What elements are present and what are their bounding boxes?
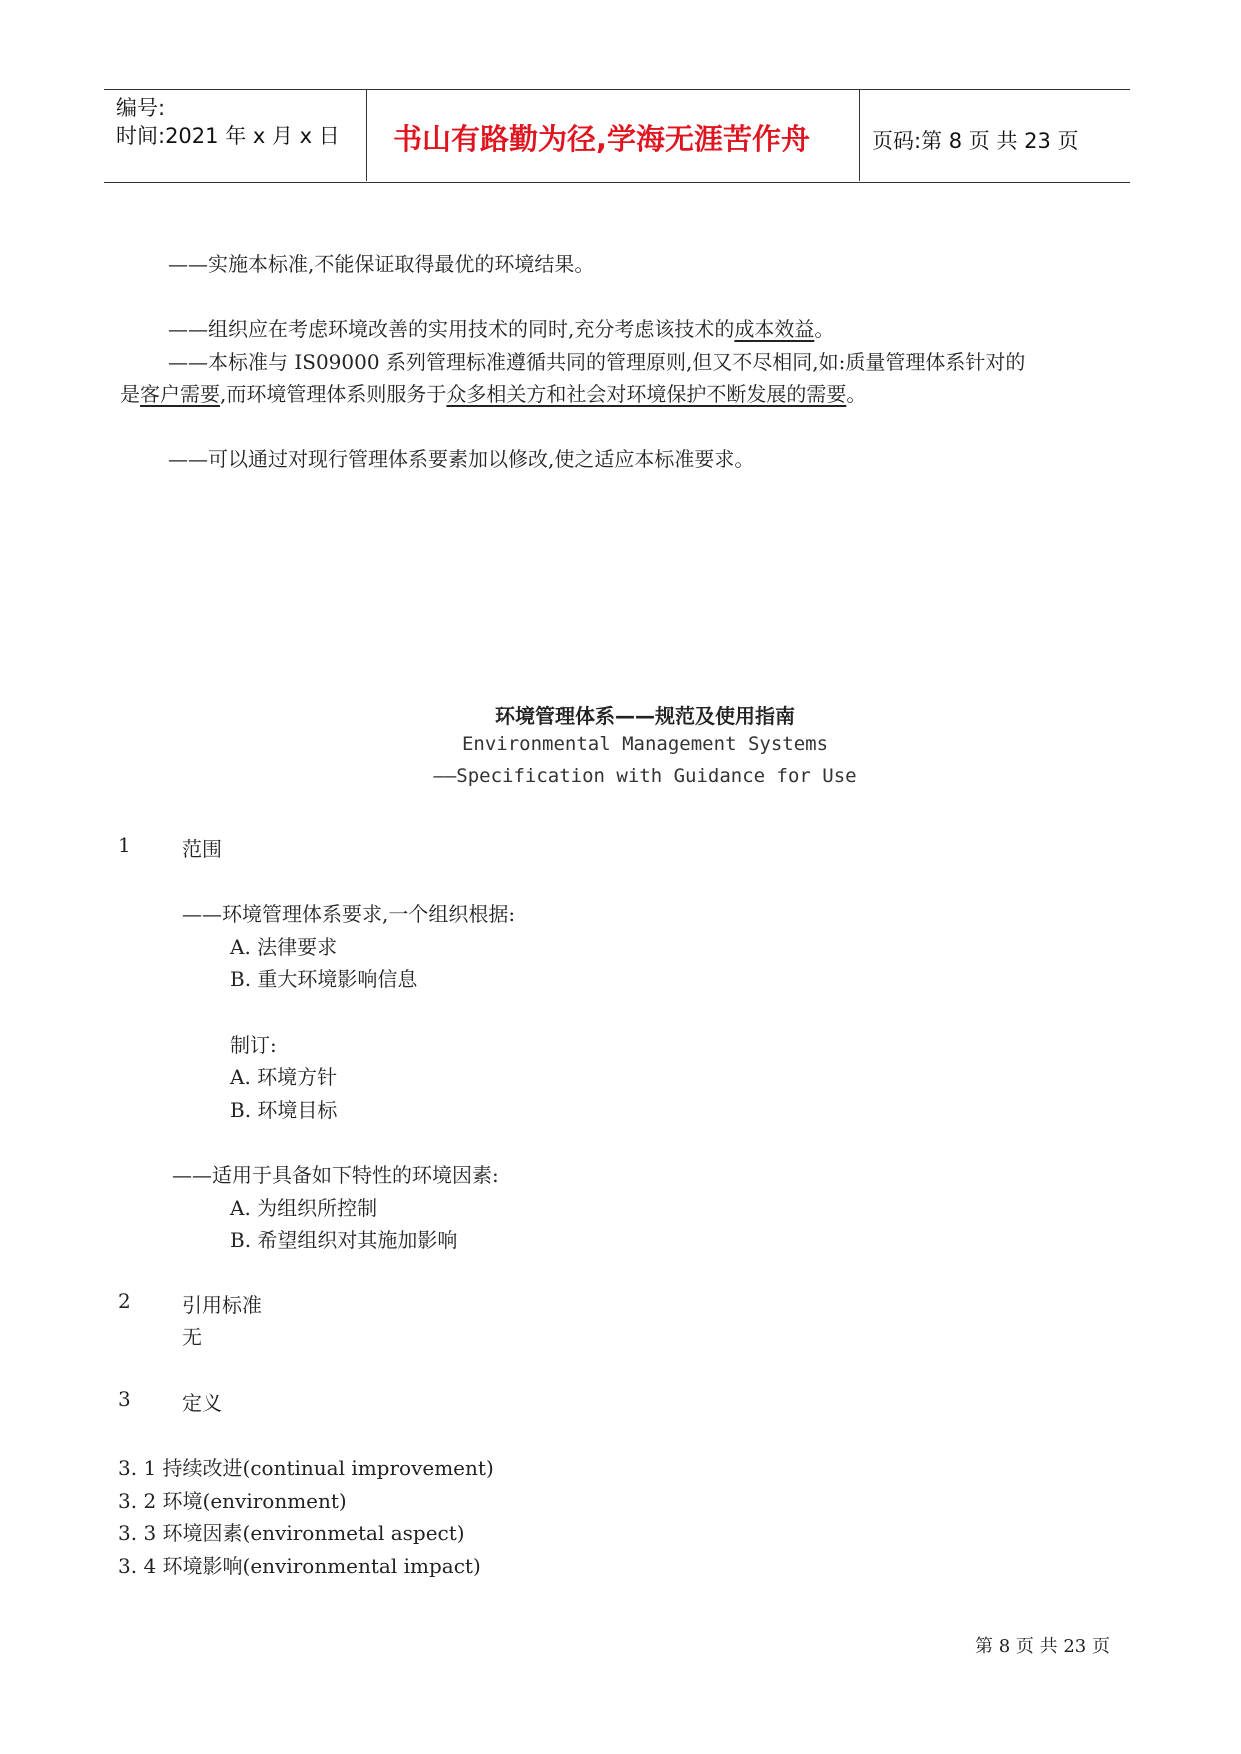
section-1-sub-item-a: A. 环境方针 (230, 1065, 338, 1089)
intro-p3-start: 是 (120, 382, 140, 406)
section-2-body: 无 (182, 1325, 202, 1349)
section-1-heading: 范围 (182, 837, 222, 861)
definition-3-4: 3. 4 环境影响(environmental impact) (118, 1554, 481, 1578)
doc-title-en-1: Environmental Management Systems (461, 733, 829, 755)
section-1-lead: ——环境管理体系要求,一个组织根据: (182, 902, 516, 926)
section-1-feature-a: A. 为组织所控制 (230, 1196, 378, 1220)
section-2-heading: 引用标准 (182, 1293, 262, 1317)
header-page-label: 页码:第 8 页 共 23 页 (872, 129, 1079, 153)
section-3-heading: 定义 (182, 1391, 222, 1415)
header-motto: 书山有路勤为径,学海无涯苦作舟 (393, 122, 811, 156)
header-divider-2 (859, 89, 860, 181)
doc-title-en-2: ——Specification with Guidance for Use (433, 765, 857, 787)
intro-p3-underlined-1: 客户需要 (140, 382, 220, 406)
header-number-label: 编号: (116, 96, 166, 120)
intro-p2-underlined: 成本效益 (734, 317, 815, 341)
intro-paragraph-4: ——可以通过对现行管理体系要素加以修改,使之适应本标准要求。 (168, 447, 755, 471)
header-time-label: 时间:2021 年 x 月 x 日 (116, 124, 340, 148)
section-1-sub-heading: 制订: (230, 1033, 277, 1057)
intro-paragraph-3-line-1: ——本标准与 IS09000 系列管理标准遵循共同的管理原则,但又不尽相同,如:质量管理体系针对的 (168, 350, 1026, 374)
section-3-number: 3 (118, 1387, 131, 1411)
definition-3-3: 3. 3 环境因素(environmetal aspect) (118, 1521, 465, 1545)
footer-page-number: 第 8 页 共 23 页 (975, 1636, 1110, 1657)
intro-paragraph-3-line-2 (120, 378, 866, 407)
doc-title-cn: 环境管理体系——规范及使用指南 (495, 704, 795, 728)
definition-3-1: 3. 1 持续改进(continual improvement) (118, 1456, 494, 1480)
section-1-lead-2: ——适用于具备如下特性的环境因素: (172, 1163, 499, 1187)
intro-paragraph-1: ——实施本标准,不能保证取得最优的环境结果。 (168, 252, 595, 276)
section-1-number: 1 (118, 833, 131, 857)
section-1-item-b: B. 重大环境影响信息 (230, 967, 418, 991)
section-1-sub-item-b: B. 环境目标 (230, 1098, 338, 1122)
intro-p3-underlined-2: 众多相关方和社会对环境保护不断发展的需要 (446, 382, 847, 406)
intro-p2-end: 。 (814, 317, 835, 341)
intro-p3-mid: ,而环境管理体系则服务于 (220, 382, 447, 406)
section-1-item-a: A. 法律要求 (230, 935, 338, 959)
intro-p2-text: ——组织应在考虑环境改善的实用技术的同时,充分考虑该技术的 (168, 317, 735, 341)
definition-3-2: 3. 2 环境(environment) (118, 1489, 347, 1513)
header-divider-1 (366, 89, 367, 181)
intro-paragraph-2 (168, 313, 834, 342)
section-2-number: 2 (118, 1289, 131, 1313)
section-1-feature-b: B. 希望组织对其施加影响 (230, 1228, 458, 1252)
intro-p3-end: 。 (846, 382, 867, 406)
